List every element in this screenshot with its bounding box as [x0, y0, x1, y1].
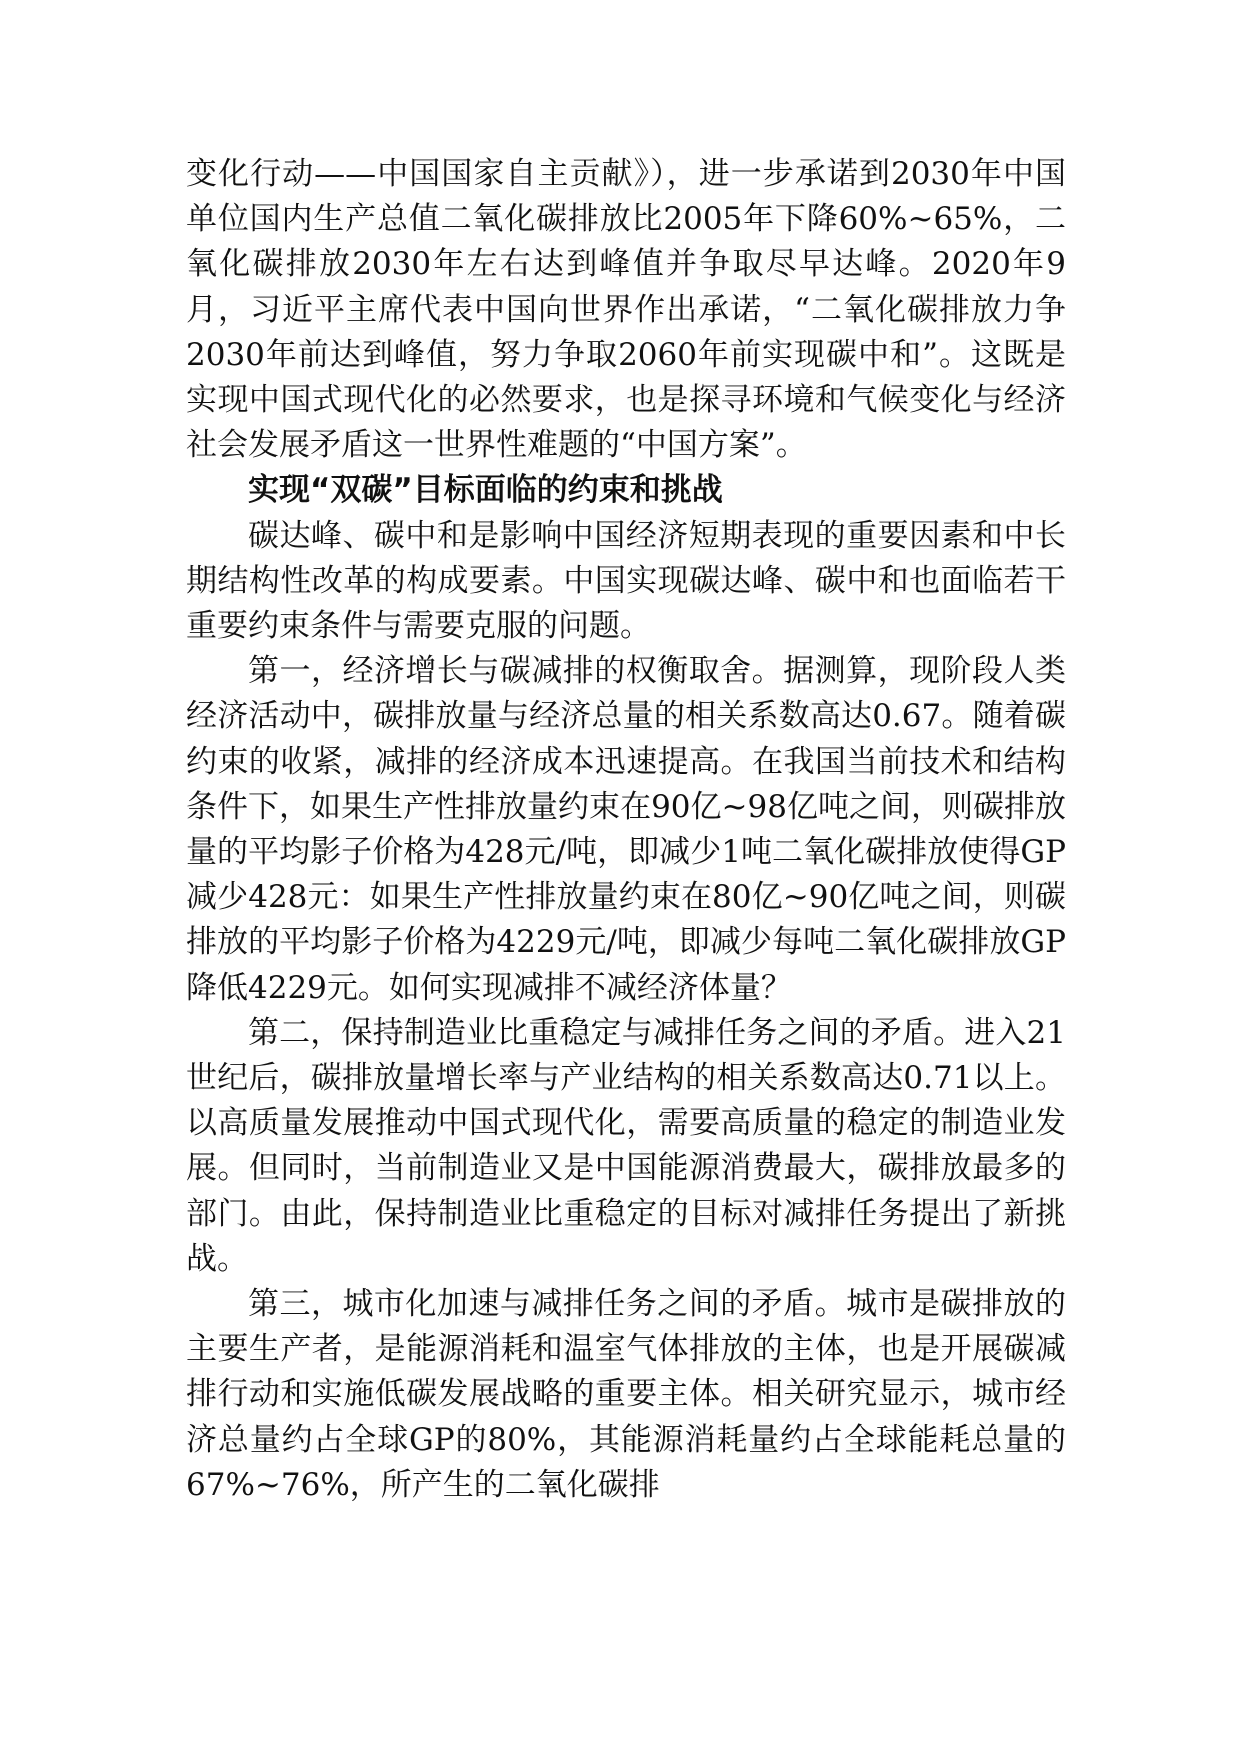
paragraph-point-1: 第一，经济增长与碳减排的权衡取舍。据测算，现阶段人类经济活动中，碳排放量与经济总量的相关系数高达0.67。随着碳约束的收紧，减排的经济成本迅速提高。在我国当前技术和结构条件下，如果生产性排放量约束在90亿~98亿吨之间，则碳排放量的平均影子价格为428元/吨，即减少1吨二氧化碳排放使得GP减少428元：如果生产性排放量约束在80亿~90亿吨之间，则碳排放的平均影子价格为4229元/吨，即减少每吨二氧化碳排放GP降低4229元。如何实现减排不减经济体量？: [186, 653, 1066, 1006]
document-body: [186, 152, 1066, 1508]
paragraph-point-2: 第二，保持制造业比重稳定与减排任务之间的矛盾。进入21世纪后，碳排放量增长率与产业结构的相关系数高达0.71以上。以高质量发展推动中国式现代化，需要高质量的稳定的制造业发展。但同时，当前制造业又是中国能源消费最大，碳排放最多的部门。由此，保持制造业比重稳定的目标对减排任务提出了新挑战。: [186, 1014, 1066, 1277]
paragraph-continuation: 变化行动——中国国家自主贡献》），进一步承诺到2030年中国单位国内生产总值二氧化碳排放比2005年下降60%~65%，二氧化碳排放2030年左右达到峰值并争取尽早达峰。2020年9月，习近平主席代表中国向世界作出承诺，“二氧化碳排放力争2030年前达到峰值，努力争取2060年前实现碳中和”。这既是实现中国式现代化的必然要求，也是探寻环境和气候变化与经济社会发展矛盾这一世界性难题的“中国方案”。: [186, 156, 1066, 464]
section-heading: 实现“双碳”目标面临的约束和挑战: [248, 472, 723, 509]
paragraph-intro: 碳达峰、碳中和是影响中国经济短期表现的重要因素和中长期结构性改革的构成要素。中国实现碳达峰、碳中和也面临若干重要约束条件与需要克服的问题。: [186, 517, 1066, 645]
paragraph-point-3: 第三，城市化加速与减排任务之间的矛盾。城市是碳排放的主要生产者，是能源消耗和温室气体排放的主体，也是开展碳减排行动和实施低碳发展战略的重要主体。相关研究显示，城市经济总量约占全球GP的80%，其能源消耗量约占全球能耗总量的67%~76%，所产生的二氧化碳排: [186, 1286, 1066, 1503]
